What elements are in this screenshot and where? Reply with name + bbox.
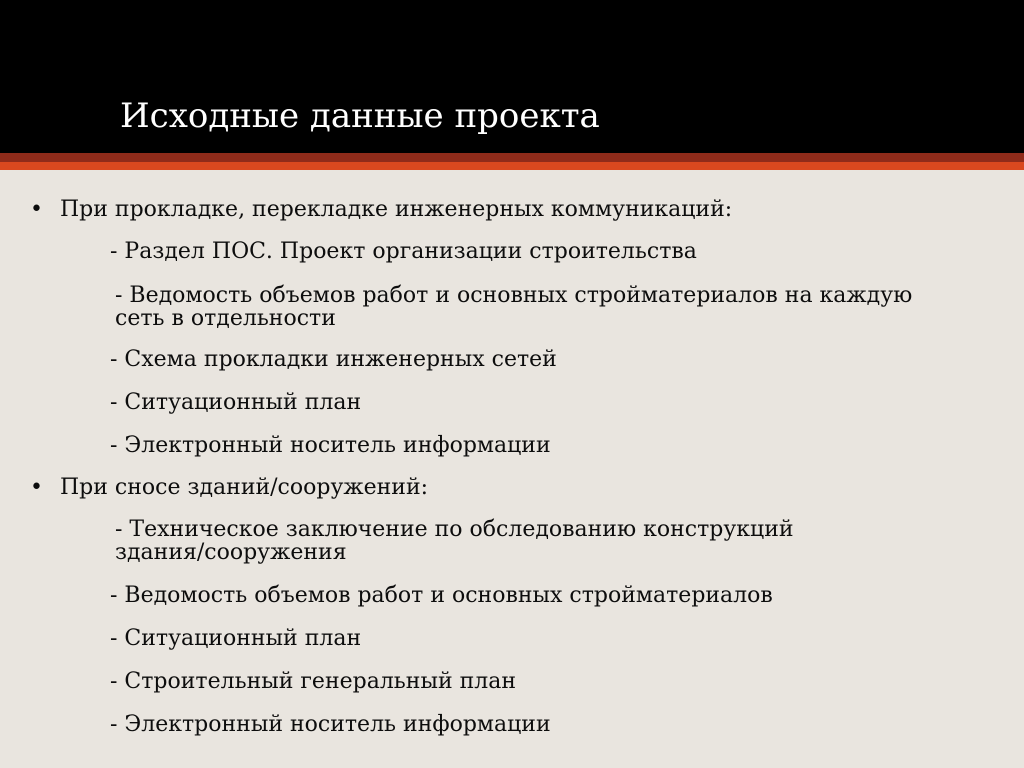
list-item: - Ситуационный план xyxy=(110,390,362,415)
list-item-continuation: здания/сооружения xyxy=(115,540,347,565)
bullet-dot: • xyxy=(30,197,43,222)
list-item: - Ситуационный план xyxy=(110,626,362,651)
section-heading-demolition: При сносе зданий/сооружений: xyxy=(60,475,429,500)
accent-stripe-dark xyxy=(0,153,1024,162)
list-item: - Раздел ПОС. Проект организации строительства xyxy=(110,239,697,264)
list-item: - Техническое заключение по обследованию конструкций xyxy=(115,517,794,542)
section-heading-laying: При прокладке, перекладке инженерных коммуникаций: xyxy=(60,197,733,222)
list-item: - Электронный носитель информации xyxy=(110,712,551,737)
bullet-dot: • xyxy=(30,475,43,500)
list-item: - Строительный генеральный план xyxy=(110,669,517,694)
slide-title: Исходные данные проекта xyxy=(120,96,600,136)
list-item: - Схема прокладки инженерных сетей xyxy=(110,347,557,372)
title-bar xyxy=(0,0,1024,153)
list-item: - Ведомость объемов работ и основных стройматериалов на каждую xyxy=(115,283,913,308)
list-item: - Ведомость объемов работ и основных стройматериалов xyxy=(110,583,773,608)
list-item: - Электронный носитель информации xyxy=(110,433,551,458)
list-item-continuation: сеть в отдельности xyxy=(115,306,336,331)
accent-stripe-light xyxy=(0,162,1024,170)
